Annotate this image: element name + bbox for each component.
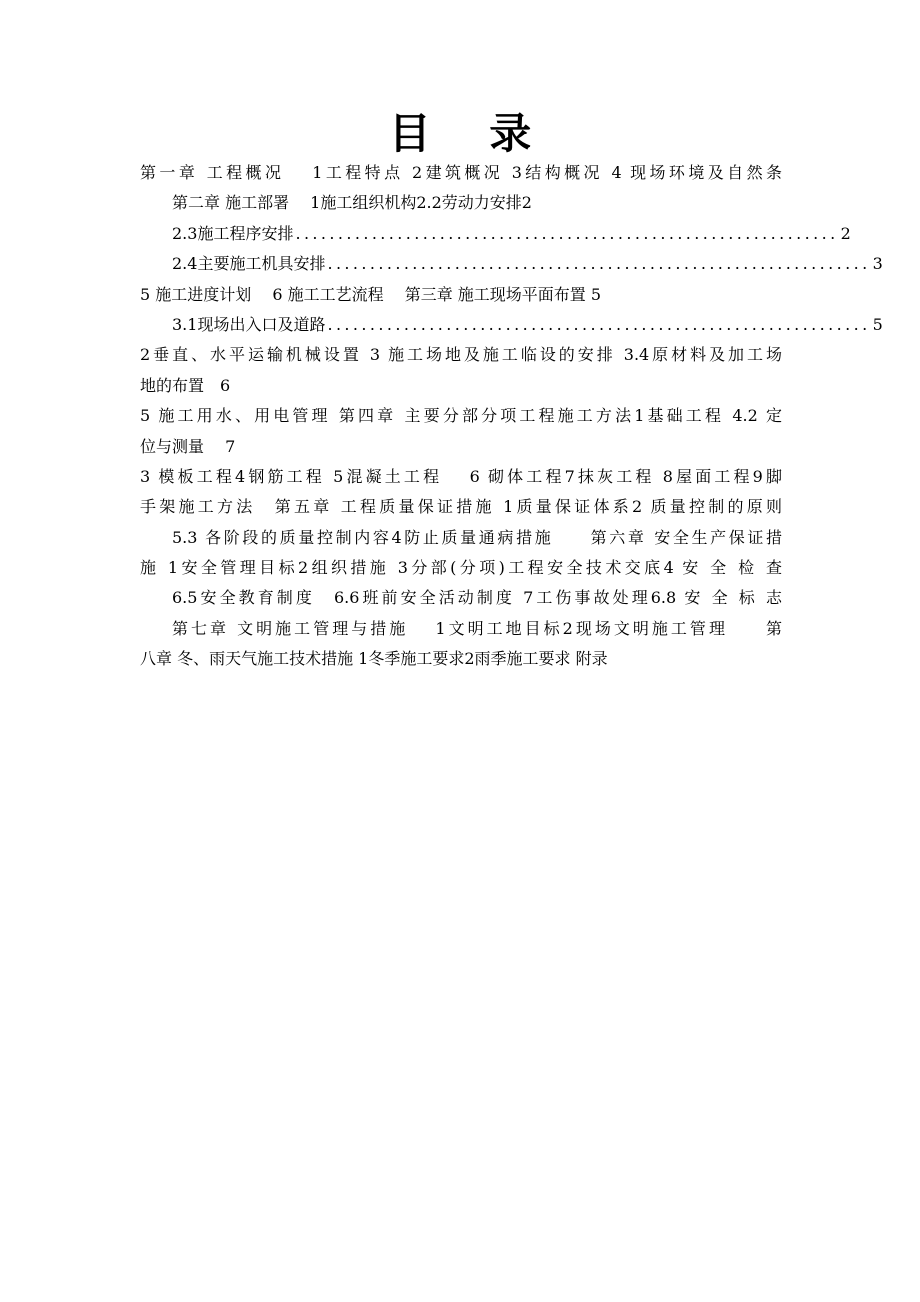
toc-line: 3 模板工程4钢筋工程 5混凝土工程 6 砌体工程7抹灰工程 8屋面工程9脚 (140, 466, 782, 486)
toc-line: 5 施工进度计划 6 施工工艺流程 第三章 施工现场平面布置 5 (140, 284, 602, 304)
toc-line: 手架施工方法 第五章 工程质量保证措施 1质量保证体系2 质量控制的原则 (140, 497, 782, 517)
toc-line: 5.3 各阶段的质量控制内容4防止质量通病措施 第六章 安全生产保证措 (172, 527, 782, 547)
dot-leader: ................................................................ (327, 314, 871, 334)
table-of-contents (140, 158, 883, 675)
toc-line: 第七章 文明施工管理与措施 1文明工地目标2现场文明施工管理 第 (172, 618, 782, 638)
dot-leader: ................................................................ (295, 223, 839, 243)
toc-page-number: 2 (840, 223, 851, 243)
toc-line: 5 施工用水、用电管理 第四章 主要分部分项工程施工方法1基础工程 4.2 定 (140, 406, 782, 426)
dot-leader: ................................................................ (327, 254, 871, 274)
toc-entry (140, 249, 883, 279)
toc-line: 第二章 施工部署 1施工组织机构2.2劳动力安排2 (172, 193, 532, 213)
toc-line: 位与测量 7 (140, 436, 236, 456)
page-title: 目 录 (388, 109, 554, 158)
toc-page-number: 5 (872, 314, 883, 334)
toc-entry-label: 3.1现场出入口及道路 (172, 314, 326, 334)
toc-line: 施 1安全管理目标2组织措施 3分部(分项)工程安全技术交底4 安 全 检 查 (140, 558, 782, 578)
toc-entry-label: 2.3施工程序安排 (172, 223, 294, 243)
toc-line: 6.5安全教育制度 6.6班前安全活动制度 7工伤事故处理6.8 安 全 标 志 (172, 588, 782, 608)
toc-line: 八章 冬、雨天气施工技术措施 1冬季施工要求2雨季施工要求 附录 (140, 649, 608, 669)
toc-entry (140, 219, 851, 249)
toc-page-number: 3 (872, 254, 883, 274)
toc-line: 地的布置 6 (140, 375, 231, 395)
toc-line: 第一章 工程概况 1工程特点 2建筑概况 3结构概况 4 现场环境及自然条 (140, 163, 782, 182)
toc-entry (140, 310, 883, 340)
toc-entry-label: 2.4主要施工机具安排 (172, 254, 326, 274)
toc-line: 2垂直、水平运输机械设置 3 施工场地及施工临设的安排 3.4原材料及加工场 (140, 345, 782, 365)
